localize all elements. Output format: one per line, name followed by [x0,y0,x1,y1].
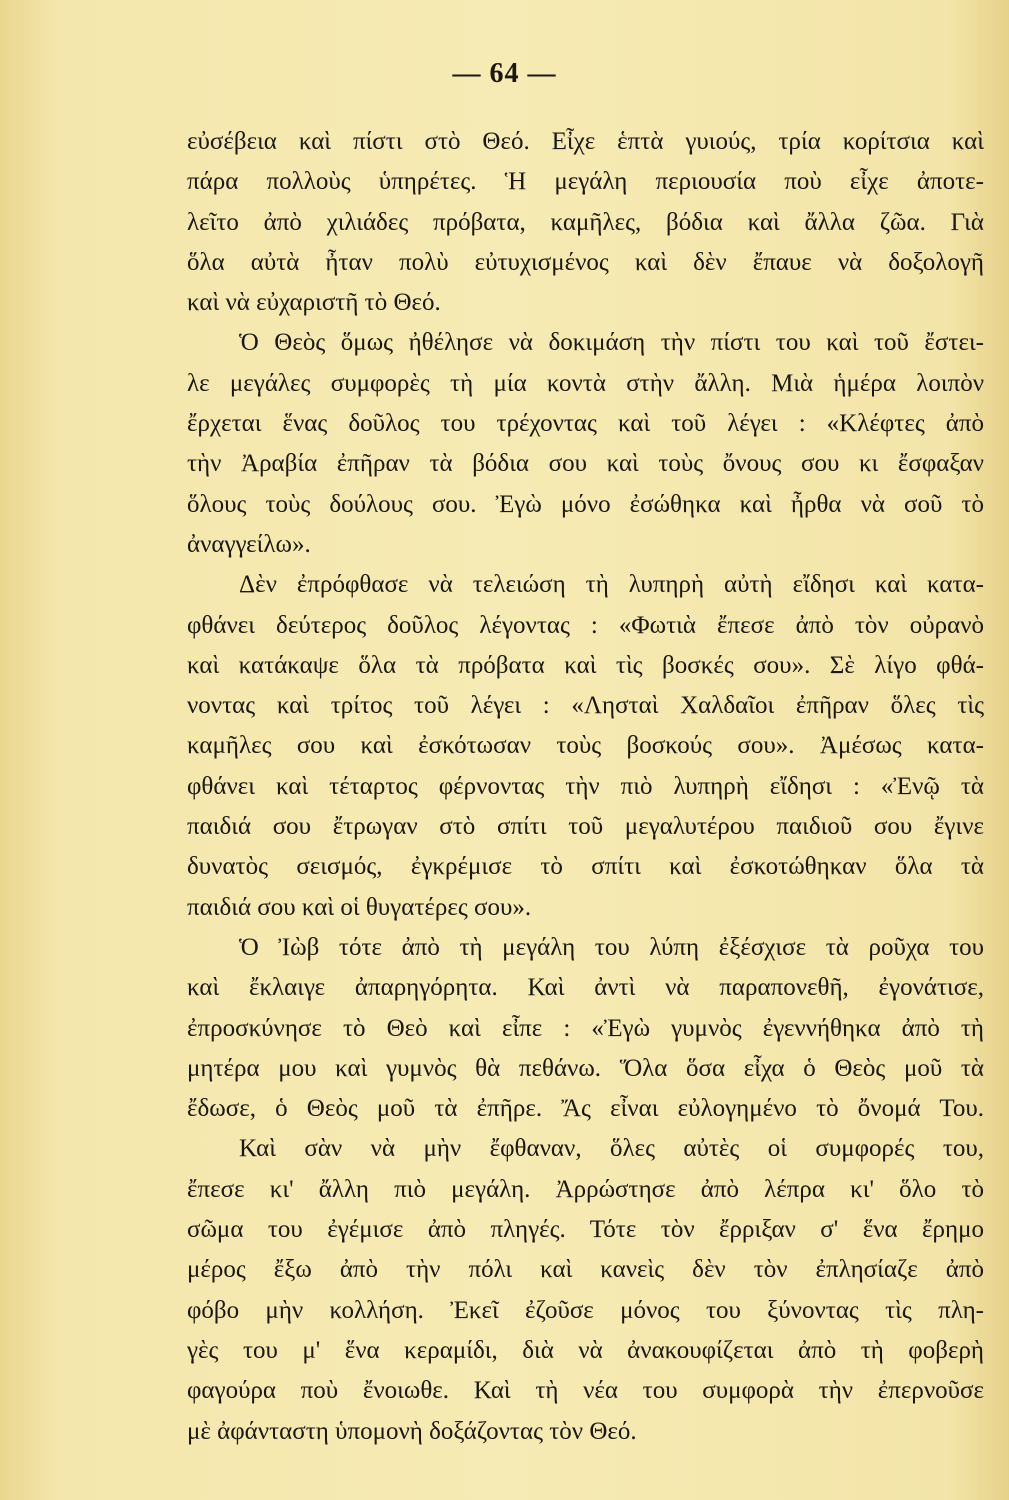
text-line: μητέρα μου καὶ γυμνὸς θὰ πεθάνω. Ὅλα ὅσα εἶχα ὁ Θεὸς μοῦ τὰ [187,1054,984,1082]
text-line: λεῖτο ἀπὸ χιλιάδες πρόβατα, καμῆλες, βόδια καὶ ἄλλα ζῶα. Γιὰ [187,208,984,236]
text-line: εὐσέβεια καὶ πίστι στὸ Θεό. Εἶχε ἑπτὰ γυιούς, τρία κορίτσια καὶ [187,128,984,155]
text-line: παιδιά σου ἔτρωγαν στὸ σπίτι τοῦ μεγαλυτέρου παιδιοῦ σου ἔγινε [187,813,984,841]
text-line: φαγούρα ποὺ ἔνοιωθε. Καὶ τὴ νέα του συμφορὰ τὴν ἐπερνοῦσε [187,1377,984,1405]
text-line: παιδιά σου καὶ οἱ θυγατέρες σου». [187,893,532,921]
text-line: καὶ κατάκαψε ὅλα τὰ πρόβατα καὶ τὶς βοσκές σου». Σὲ λίγο φθά- [187,651,984,679]
text-line: φθάνει δεύτερος δοῦλος λέγοντας : «Φωτιὰ ἔπεσε ἀπὸ τὸν οὐρανὸ [187,611,984,639]
text-line: γὲς του μ' ἕνα κεραμίδι, διὰ νὰ ἀνακουφίζεται ἀπὸ τὴ φοβερὴ [187,1336,984,1364]
text-line: φόβο μὴν κολλήση. Ἐκεῖ ἐζοῦσε μόνος του ξύνοντας τὶς πλη- [187,1296,984,1324]
page-number: — 64 — [452,58,557,89]
text-line: Καὶ σὰν νὰ μὴν ἔφθαναν, ὅλες αὐτὲς οἱ συμφορές του, [239,1135,984,1163]
text-line: καὶ ἔκλαιγε ἀπαρηγόρητα. Καὶ ἀντὶ νὰ παραπονεθῆ, ἐγονάτισε, [187,974,984,1002]
text-line: καὶ νὰ εὐχαριστῆ τὸ Θεό. [187,289,441,317]
text-line: ὅλους τοὺς δούλους σου. Ἐγὼ μόνο ἐσώθηκα καὶ ἦρθα νὰ σοῦ τὸ [187,490,984,518]
text-line: ὅλα αὐτὰ ἦταν πολὺ εὐτυχισμένος καὶ δὲν ἔπαυε νὰ δοξολογῆ [187,248,984,276]
text-line: καμῆλες σου καὶ ἐσκότωσαν τοὺς βοσκούς σου». Ἀμέσως κατα- [187,732,984,760]
text-line: νοντας καὶ τρίτος τοῦ λέγει : «Λησταὶ Χαλδαῖοι ἐπῆραν ὅλες τὶς [187,692,984,720]
text-line: μέρος ἔξω ἀπὸ τὴν πόλι καὶ κανεὶς δὲν τὸν ἐπλησίαζε ἀπὸ [187,1256,984,1284]
text-line: ἔδωσε, ὁ Θεὸς μοῦ τὰ ἐπῆρε. Ἄς εἶναι εὐλογημένο τὸ ὄνομά Του. [187,1095,984,1123]
text-line: πάρα πολλοὺς ὑπηρέτες. Ἡ μεγάλη περιουσία ποὺ εἶχε ἀποτε- [187,168,984,196]
text-line: τὴν Ἀραβία ἐπῆραν τὰ βόδια σου καὶ τοὺς ὄνους σου κι ἔσφαξαν [187,450,984,478]
body-text [187,122,984,1452]
text-line: ἀναγγείλω». [187,530,311,558]
text-line: ἐπροσκύνησε τὸ Θεὸ καὶ εἶπε : «Ἐγὼ γυμνὸς ἐγεννήθηκα ἀπὸ τὴ [187,1014,984,1042]
text-line: Δὲν ἐπρόφθασε νὰ τελειώση τὴ λυπηρὴ αὐτὴ εἴδησι καὶ κατα- [239,571,984,599]
text-line: Ὁ Θεὸς ὅμως ἠθέλησε νὰ δοκιμάση τὴν πίστι του καὶ τοῦ ἔστει- [239,329,984,357]
text-line: δυνατὸς σεισμός, ἐγκρέμισε τὸ σπίτι καὶ ἐσκοτώθηκαν ὅλα τὰ [187,853,984,881]
text-line: φθάνει καὶ τέταρτος φέρνοντας τὴν πιὸ λυπηρὴ εἴδησι : «Ἐνῷ τὰ [187,772,984,800]
text-line: λε μεγάλες συμφορὲς τὴ μία κοντὰ στὴν ἄλλη. Μιὰ ἡμέρα λοιπὸν [187,369,984,397]
text-line: ἔρχεται ἕνας δοῦλος του τρέχοντας καὶ τοῦ λέγει : «Κλέφτες ἀπὸ [187,410,984,438]
text-line: μὲ ἀφάνταστη ὑπομονὴ δοξάζοντας τὸν Θεό. [187,1417,637,1445]
text-line: Ὁ Ἰὼβ τότε ἀπὸ τὴ μεγάλη του λύπη ἐξέσχισε τὰ ροῦχα του [239,933,984,961]
text-line: σῶμα του ἐγέμισε ἀπὸ πληγές. Τότε τὸν ἔρριξαν σ' ἕνα ἔρημο [187,1216,984,1244]
text-line: ἔπεσε κι' ἄλλη πιὸ μεγάλη. Ἀρρώστησε ἀπὸ λέπρα κι' ὅλο τὸ [187,1175,984,1203]
